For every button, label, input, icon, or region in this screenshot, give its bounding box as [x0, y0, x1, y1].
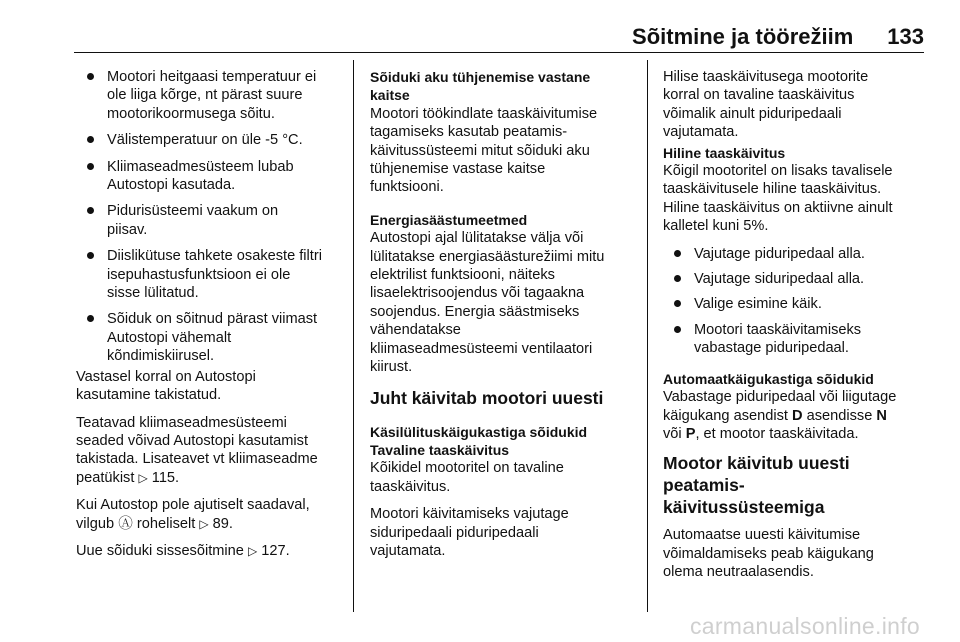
- paragraph: Automaatse uuesti käivitumise võimaldamiseks peab käigukang olema neutraalasendis.: [663, 527, 874, 581]
- list-item: Vajutage siduripedaal alla.: [663, 270, 931, 288]
- subheading: Käsilülituskäigukastiga sõidukid: [370, 423, 588, 440]
- list-item: Mootori heitgaasi temperatuur ei ole liiga kõrge, nt pärast suure mootorikoormusega sõitu.: [76, 68, 348, 123]
- paragraph: Kui Autostop pole ajutiselt saadaval, vilgub Ⓐ roheliselt ▷ 89.: [76, 497, 310, 532]
- reference-arrow-icon: ▷: [199, 516, 209, 531]
- conditions-list: [76, 68, 348, 366]
- list-item: Välistemperatuur on üle -5 °C.: [76, 131, 348, 149]
- bullet-icon: [674, 326, 681, 333]
- bullet-icon: [87, 73, 94, 80]
- paragraph: Kõigil mootoritel on lisaks tavalisele taaskäivitusele hiline taaskäivitus. Hiline taaskäivitus on aktiivne ainult kalletel kuni 5%.: [663, 163, 893, 235]
- paragraph: Mootori töökindlate taaskäivitumise tagamiseks kasutab peatamis- käivitussüsteemi mitut sõiduki aku tühjenemise vastase kaitse funktsiooni.: [370, 105, 598, 196]
- subheading: Tavaline taaskäivitus: [370, 441, 510, 458]
- paragraph: Kõikidel mootoritel on tavaline taaskäivitus.: [370, 460, 564, 495]
- paragraph: Hilise taaskäivitusega mootorite korral on tavaline taaskäivitus võimalik ainult piduripedaali vajutamata.: [663, 69, 869, 141]
- paragraph: Vastasel korral on Autostopi kasutamine takistatud.: [76, 368, 256, 404]
- subheading: Sõiduki aku tühjenemise vastane kaitse: [370, 69, 591, 104]
- section-heading: Juht käivitab mootori uuesti: [370, 387, 604, 408]
- bullet-icon: [674, 300, 681, 307]
- list-item: Valige esimine käik.: [663, 295, 931, 313]
- reference-arrow-icon: ▷: [247, 543, 258, 558]
- column-1: [76, 68, 348, 569]
- paragraph: Autostopi ajal lülitatakse välja või lülitatakse energiasäästurežiimi mitu elektrilist funktsiooni, näiteks lisaelektrisoojendus või tagaakna soojendus. Energia säästmiseks vähendatakse kliimaseadmesüsteemi ventilaatori kiirust.: [370, 230, 605, 376]
- column-divider-1: [353, 60, 354, 612]
- list-item: Sõiduk on sõitnud pärast viimast Autostopi vähemalt kõndimiskiirusel.: [76, 310, 348, 365]
- subheading: Hiline taaskäivitus: [663, 144, 786, 161]
- paragraph: Teatavad kliimaseadmesüsteemi seaded võivad Autostopi kasutamist takistada. Lisateavet vt kliimaseadme peatükist ▷ 115.: [76, 414, 318, 486]
- paragraph: Vabastage piduripedaal või liigutage käigukang asendist D asendisse N või P, et mootor taaskäivitada.: [663, 389, 897, 442]
- header-divider: [74, 52, 924, 53]
- bullet-icon: [87, 163, 94, 170]
- bullet-icon: [87, 207, 94, 214]
- bullet-icon: [87, 252, 94, 259]
- page-header: [74, 22, 924, 50]
- list-item: Vajutage piduripedaal alla.: [663, 245, 931, 263]
- watermark: carmanualsonline.info: [689, 613, 920, 639]
- subheading: Energiasäästumeetmed: [370, 211, 528, 228]
- gear-position-d: D: [792, 407, 803, 424]
- bullet-icon: [87, 315, 94, 322]
- autostop-indicator-icon: Ⓐ: [118, 515, 133, 532]
- column-2: [370, 68, 642, 569]
- column-3: [663, 68, 931, 591]
- subheading: Automaatkäigukastiga sõidukid: [663, 370, 874, 387]
- list-item: Diislikütuse tahkete osakeste filtri isepuhastusfunktsioon ei ole sisse lülitatud.: [76, 247, 348, 302]
- page-reference-link[interactable]: 115.: [151, 469, 180, 486]
- bullet-icon: [674, 275, 681, 282]
- paragraph: Mootori käivitamiseks vajutage siduripedaali piduripedaali vajutamata.: [370, 506, 569, 559]
- list-item: Pidurisüsteemi vaakum on piisav.: [76, 202, 348, 239]
- bullet-icon: [87, 136, 94, 143]
- paragraph: Uue sõiduki sissesõitmine ▷ 127.: [76, 542, 290, 559]
- list-item: Kliimaseadmesüsteem lubab Autostopi kasutada.: [76, 158, 348, 195]
- page-title: Sõitmine ja töörežiim: [632, 24, 854, 49]
- list-item: Mootori taaskäivitamiseks vabastage piduripedaal.: [663, 321, 931, 358]
- bullet-icon: [674, 250, 681, 257]
- page-number: 133: [887, 24, 924, 49]
- gear-position-n: N: [876, 407, 887, 424]
- gear-position-p: P: [685, 425, 696, 442]
- restart-steps-list: [663, 245, 931, 358]
- column-divider-2: [647, 60, 648, 612]
- reference-arrow-icon: ▷: [138, 470, 148, 485]
- page-reference-link[interactable]: 89.: [212, 515, 233, 532]
- page-reference-link[interactable]: 127.: [261, 542, 290, 559]
- section-heading: Mootor käivitub uuesti peatamis- käivitussüsteemiga: [663, 453, 850, 518]
